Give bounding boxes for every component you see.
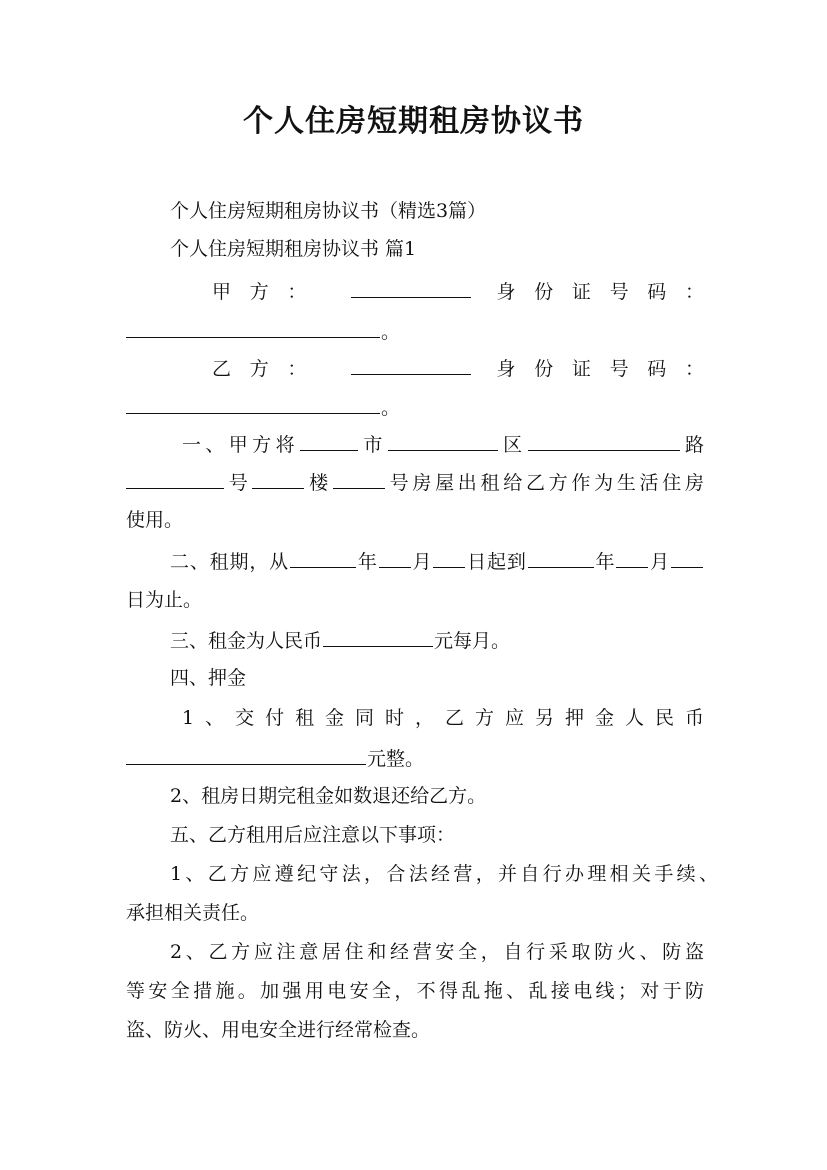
- clause2-line1: [126, 545, 704, 577]
- clause2-line2: 日为止。: [126, 589, 203, 611]
- clause1-district: 区: [498, 434, 527, 456]
- clause2-month-blank: [379, 545, 411, 568]
- clause5-item2-line2: 等安全措施。加强用电安全，不得乱拖、乱接电线；对于防: [126, 980, 704, 1002]
- clause1-line1: [126, 428, 704, 460]
- clause4-item1-line1: 1、交付租金同时，乙方应另押金人民币: [182, 707, 704, 729]
- party-b-name-blank: [351, 352, 471, 375]
- clause2-year: 年: [356, 551, 378, 573]
- party-b-id-blank: [126, 391, 380, 414]
- clause2-day2-blank: [671, 545, 703, 568]
- clause1-rest: 号房屋出租给乙方作为生活住房: [385, 472, 704, 494]
- clause3-line: [126, 624, 704, 656]
- subtitle-line: 个人住房短期租房协议书（精选3篇）: [170, 200, 487, 222]
- clause4-deposit-blank: [126, 742, 366, 765]
- clause1-line2: [126, 466, 704, 498]
- clause2-day-from: 日起到: [466, 551, 527, 573]
- party-a-line: [126, 275, 704, 307]
- clause2-year-blank: [290, 545, 356, 568]
- clause3-suffix: 元每月。: [434, 630, 511, 652]
- clause2-month2: 月: [649, 551, 670, 573]
- clause4-item2: 2、租房日期完租金如数退还给乙方。: [170, 785, 487, 807]
- part-heading: 个人住房短期租房协议书 篇1: [170, 238, 417, 260]
- clause3-amount-blank: [323, 624, 433, 647]
- clause5-item1-line1: 1、乙方应遵纪守法，合法经营，并自行办理相关手续、: [170, 863, 718, 885]
- clause1-building: 楼: [305, 472, 332, 494]
- clause2-day-blank: [433, 545, 465, 568]
- clause2-month2-blank: [616, 545, 648, 568]
- clause1-district-blank: [388, 428, 498, 451]
- clause1-line3: 使用。: [126, 509, 184, 531]
- party-b-id-line: [126, 391, 704, 423]
- party-a-label: 甲方：: [212, 281, 326, 303]
- party-a-id-label: 身份证号码：: [496, 281, 704, 303]
- clause1-room-blank: [333, 466, 385, 489]
- clause1-city-blank: [300, 428, 358, 451]
- party-a-end: 。: [381, 321, 401, 343]
- clause2-month: 月: [411, 551, 433, 573]
- clause1-road-blank: [528, 428, 680, 451]
- party-b-id-label: 身份证号码：: [496, 358, 704, 380]
- clause2-year2: 年: [594, 551, 616, 573]
- clause1-road: 路: [680, 434, 704, 456]
- clause1-no-blank: [126, 466, 224, 489]
- clause1-prefix: 一、甲方将: [182, 434, 299, 456]
- clause4-item1-line2: [126, 742, 704, 774]
- party-b-line: [126, 352, 704, 384]
- clause1-building-blank: [252, 466, 304, 489]
- party-a-id-line: [126, 315, 704, 347]
- clause1-no: 号: [225, 472, 252, 494]
- party-a-name-blank: [351, 275, 471, 298]
- clause5-item2-line1: 2、乙方应注意居住和经营安全，自行采取防火、防盗: [170, 941, 704, 963]
- clause5-item1-line2: 承担相关责任。: [126, 902, 260, 924]
- clause2-year2-blank: [528, 545, 594, 568]
- party-a-id-blank: [126, 315, 380, 338]
- party-b-end: 。: [381, 397, 401, 419]
- clause1-city: 市: [358, 434, 387, 456]
- clause4-item1-tail: 元整。: [367, 748, 425, 770]
- clause3-prefix: 三、租金为人民币: [170, 630, 323, 652]
- clause5-item2-line3: 盗、防火、用电安全进行经常检查。: [126, 1019, 431, 1041]
- party-b-label: 乙方：: [212, 358, 326, 380]
- clause5-heading: 五、乙方租用后应注意以下事项：: [170, 824, 456, 846]
- clause2-prefix: 二、租期，从: [170, 551, 289, 573]
- document-title: 个人住房短期租房协议书: [243, 104, 584, 139]
- clause4-heading: 四、押金: [170, 667, 247, 689]
